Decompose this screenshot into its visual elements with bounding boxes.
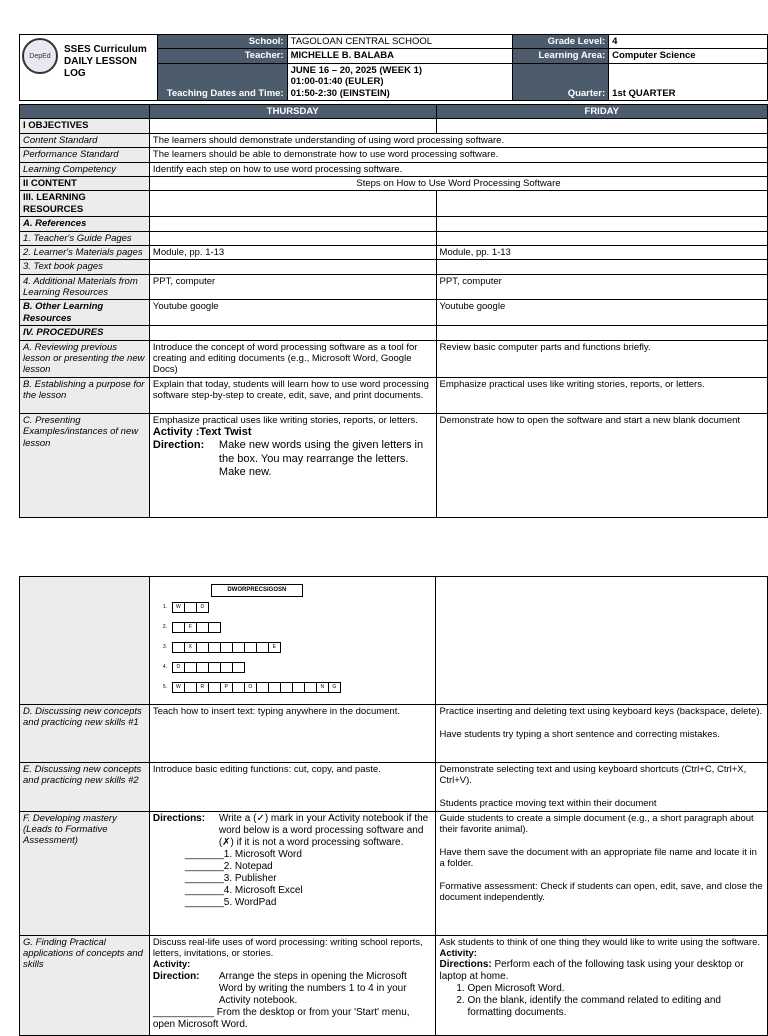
procedure-a-label: A. Reviewing previous lesson or presenting the new lesson — [20, 340, 150, 377]
content-standard-text: The learners should demonstrate understanding of using word processing software. — [149, 133, 767, 147]
objectives-heading: I OBJECTIVES — [20, 119, 150, 133]
puzzle-row-2: 2. F — [163, 622, 220, 632]
competency-text: Identify each step on how to use word processing software. — [149, 162, 767, 176]
puzzle-cell: N — [316, 682, 329, 693]
dates-value: JUNE 16 – 20, 2025 (WEEK 1) 01:00-01:40 (EULER) 01:50-2:30 (EINSTEIN) — [287, 63, 513, 100]
activity-title: Activity :Text Twist — [152, 426, 252, 439]
check-item-2: _______2. Notepad — [184, 860, 273, 872]
learners-materials-label: 2. Learner's Materials pages — [20, 245, 150, 259]
puzzle-row-4: 4. D — [163, 662, 244, 672]
area-value: Computer Science — [609, 49, 768, 63]
procedure-g-thu: Discuss real-life uses of word processing: writing school reports, letters, invitations, or stories. Activity: Direction: Arrange the steps in opening the Microsoft Word by writing the numbers 1 to 4 in your Activity notebook. ___________ From the desktop or from your 'Start' menu, open Microsoft Word. — [149, 935, 436, 1035]
lesson-log-table-continued — [19, 576, 768, 1036]
puzzle-row-1: 1. W D — [163, 602, 208, 612]
mastery-directions: Write a (✓) mark in your Activity notebook if the word below is a word processing software and (✗) if it is not a word processing software. — [218, 812, 429, 848]
puzzle-cell: W — [172, 602, 185, 613]
puzzle-cell: D — [172, 662, 185, 673]
procedure-b-thu: Explain that today, students will learn how to use word processing software step-by-step to create, edit, save, and print documents. — [149, 377, 436, 413]
additional-materials-label: 4. Additional Materials from Learning Resources — [20, 274, 150, 300]
procedure-g-fri: Ask students to think of one thing they would like to write using the software. Activity: Directions: Perform each of the following task using your desktop or laptop at home. 1. Open Microsoft Word. 2. On the blank, identify the command related to editing and formatting documents. — [436, 935, 768, 1035]
procedures-heading: IV. PROCEDURES — [20, 326, 150, 340]
thursday-header: THURSDAY — [149, 105, 436, 119]
puzzle-cell: R — [196, 682, 209, 693]
other-resources-label: B. Other Learning Resources — [20, 300, 150, 326]
performance-standard-text: The learners should be able to demonstrate how to use word processing software. — [149, 148, 767, 162]
puzzle-row-3: 3. X E — [163, 642, 280, 652]
check-item-4: _______4. Microsoft Excel — [184, 884, 303, 896]
puzzle-cell: W — [172, 682, 185, 693]
puzzle-cell: F — [184, 622, 197, 633]
references-heading: A. References — [20, 217, 150, 231]
check-item-5: _______5. WordPad — [184, 896, 277, 908]
puzzle-cell: G — [328, 682, 341, 693]
area-label: Learning Area: — [513, 49, 609, 63]
puzzle-cell — [208, 622, 221, 633]
teacher-label: Teacher: — [157, 49, 287, 63]
procedure-a-fri: Review basic computer parts and functions briefly. — [436, 340, 767, 377]
check-item-3: _______3. Publisher — [184, 872, 277, 884]
content-standard-label: Content Standard — [20, 133, 150, 147]
procedure-e-thu: Introduce basic editing functions: cut, copy, and paste. — [149, 763, 436, 812]
quarter-label: Quarter: — [513, 63, 609, 100]
additional-materials-thu: PPT, computer — [149, 274, 436, 300]
school-label: School: — [157, 35, 287, 49]
competency-label: Learning Competency — [20, 162, 150, 176]
procedure-f-label: F. Developing mastery (Leads to Formative Assessment) — [20, 811, 150, 935]
puzzle-row-5: 5. W R P O N G — [163, 682, 340, 692]
task-item-1: 1. Open Microsoft Word. — [467, 983, 764, 995]
lesson-log-table — [19, 104, 768, 518]
learners-materials-thu: Module, pp. 1-13 — [149, 245, 436, 259]
puzzle-cell: D — [196, 602, 209, 613]
learners-materials-fri: Module, pp. 1-13 — [436, 245, 767, 259]
performance-standard-label: Performance Standard — [20, 148, 150, 162]
procedure-b-label: B. Establishing a purpose for the lesson — [20, 377, 150, 413]
procedure-c-label: C. Presenting Examples/instances of new lesson — [20, 413, 150, 517]
procedure-e-label: E. Discussing new concepts and practicing new skills #2 — [20, 763, 150, 812]
content-heading: II CONTENT — [20, 176, 150, 190]
other-resources-thu: Youtube google — [149, 300, 436, 326]
procedure-e-fri: Demonstrate selecting text and using keyboard shortcuts (Ctrl+C, Ctrl+X, Ctrl+V). Students practice moving text within their document — [436, 763, 768, 812]
puzzle-cell: X — [184, 642, 197, 653]
check-item-1: _______1. Microsoft Word — [184, 848, 302, 860]
grade-label: Grade Level: — [513, 35, 609, 49]
teachers-guide-label: 1. Teacher's Guide Pages — [20, 231, 150, 245]
header-table — [19, 34, 768, 101]
additional-materials-fri: PPT, computer — [436, 274, 767, 300]
procedure-g-label: G. Finding Practical applications of concepts and skills — [20, 935, 150, 1035]
school-value: TAGOLOAN CENTRAL SCHOOL — [287, 35, 513, 49]
procedure-d-fri: Practice inserting and deleting text using keyboard keys (backspace, delete). Have students try typing a short sentence and correcting mistakes. — [436, 705, 768, 763]
puzzle-cell: P — [220, 682, 233, 693]
content-text: Steps on How to Use Word Processing Software — [149, 176, 767, 190]
direction-text: Make new words using the given letters in the box. You may rearrange the letters. Make new. — [218, 439, 424, 478]
textbook-label: 3. Text book pages — [20, 260, 150, 274]
procedure-c-thu: Emphasize practical uses like writing stories, reports, or letters. Activity :Text Twist Direction: Make new words using the given letters in the box. You may rearrange the letters. Make new. — [149, 413, 436, 517]
procedure-f-fri: Guide students to create a simple document (e.g., a short paragraph about their favorite animal). Have them save the document with an appropriate file name and locate it in a folder. Formative assessment: Check if students can open, edit, save, and close the document independently. — [436, 811, 768, 935]
resources-heading: III. LEARNING RESOURCES — [20, 191, 150, 217]
document-title: SSES Curriculum DAILY LESSON LOG — [64, 44, 147, 79]
dates-label: Teaching Dates and Time: — [157, 63, 287, 100]
puzzle-cell: E — [268, 642, 281, 653]
procedure-a-thu: Introduce the concept of word processing software as a tool for creating and editing documents (e.g., Microsoft Word, Google Docs) — [149, 340, 436, 377]
procedure-d-label: D. Discussing new concepts and practicing new skills #1 — [20, 705, 150, 763]
grade-value: 4 — [609, 35, 768, 49]
text-twist-puzzle — [149, 577, 436, 705]
procedure-c-fri: Demonstrate how to open the software and start a new blank document — [436, 413, 767, 517]
friday-header: FRIDAY — [436, 105, 767, 119]
procedure-d-thu: Teach how to insert text: typing anywhere in the document. — [149, 705, 436, 763]
puzzle-cell — [232, 662, 245, 673]
deped-seal-logo: DepEd — [22, 38, 58, 74]
procedure-f-thu: Directions: Write a (✓) mark in your Activity notebook if the word below is a word processing software and (✗) if it is not a word processing software. _______1. Microsoft Word _______2. Notepad _______3. Publisher _______4. Microsoft Excel _______5. WordPad — [149, 811, 436, 935]
task-item-2: 2. On the blank, identify the command related to editing and formatting documents. — [467, 995, 764, 1019]
scrambled-word-box: DWORPRECSIGOSN — [211, 584, 303, 597]
other-resources-fri: Youtube google — [436, 300, 767, 326]
puzzle-cell: O — [244, 682, 257, 693]
quarter-value: 1st QUARTER — [609, 63, 768, 100]
procedure-b-fri: Emphasize practical uses like writing stories, reports, or letters. — [436, 377, 767, 413]
teacher-value: MICHELLE B. BALABA — [287, 49, 513, 63]
